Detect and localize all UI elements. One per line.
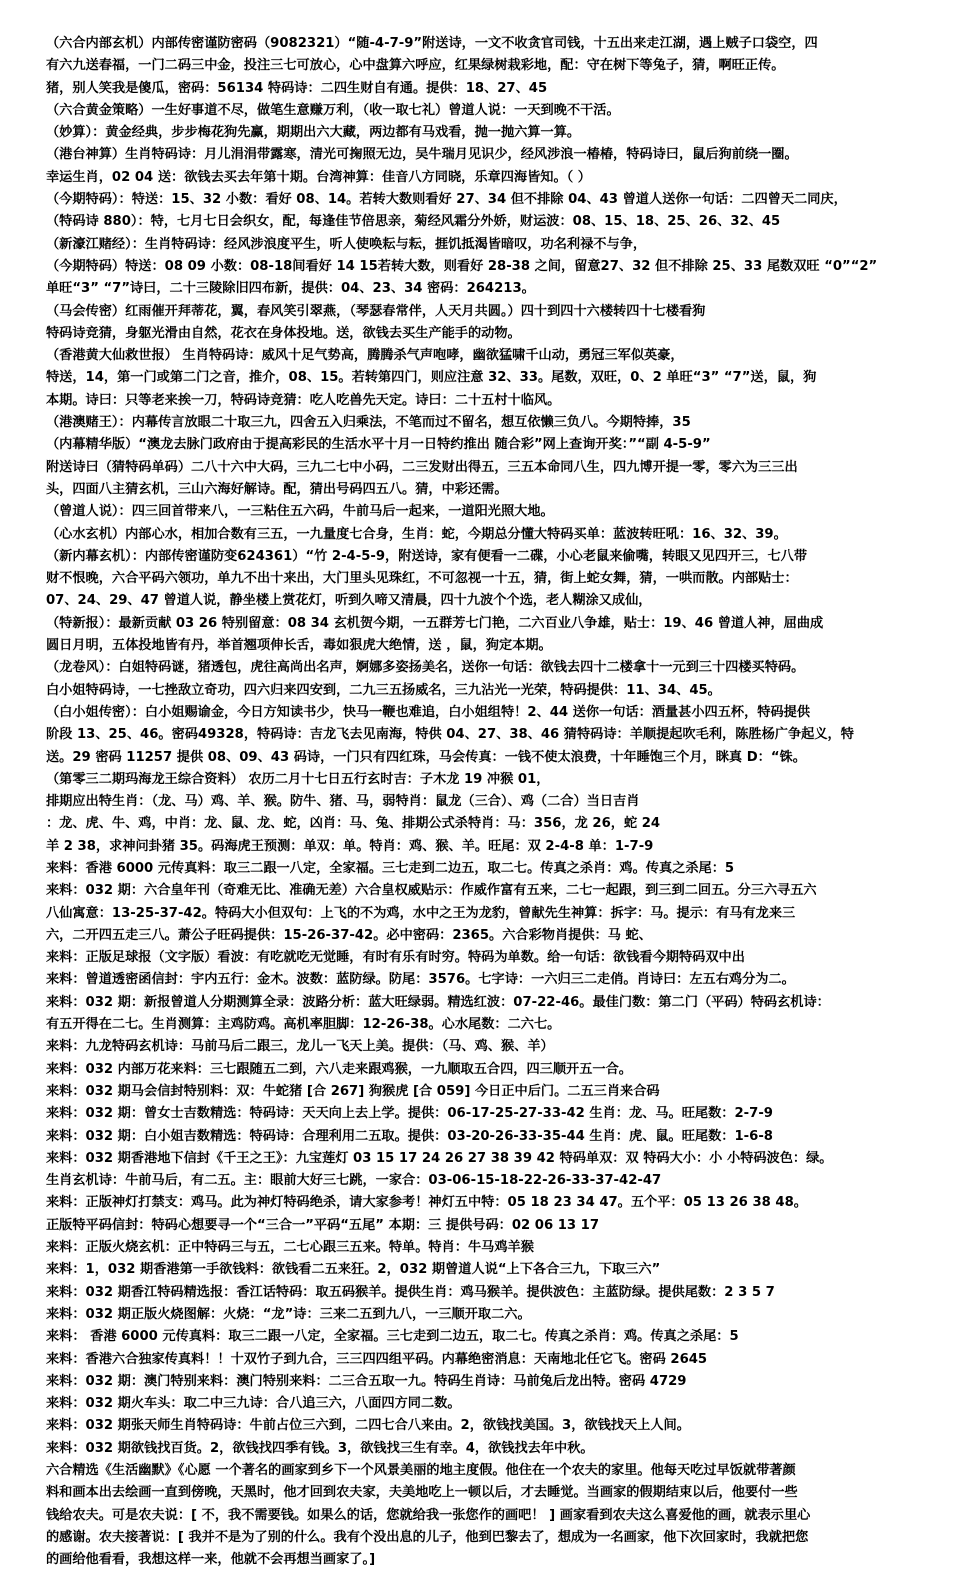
text-line: （香港黄大仙救世报） 生肖特码诗：威风十足气势高，腾腾杀气声咆哮，幽欲猛啸千山动，勇冠三军似英豪， bbox=[46, 348, 684, 364]
text-line: 来料：032 期香江特码精选报：香江话特码：取五码猴羊。提供生肖：鸡马猴羊。提供波色：主蓝防绿。提供尾数：2 3 5 7 bbox=[46, 1284, 775, 1300]
text-line: 来料：曾道透密函信封：宇内五行：金木。波数：蓝防绿。防尾：3576。七字诗：一六归三二走俏。肖诗曰：左五右鸡分为二。 bbox=[46, 972, 795, 988]
text-line: （新濠江赌经）：生肖特码诗：经风涉浪度平生，听人使唤耘与耘，捱饥抵渴皆暗叹，功名利禄不与争， bbox=[46, 236, 647, 252]
text-line: 财不恨晚，六合平码六领功，单九不出十来出，大门里头见珠红，不可忽视一十五，猜，街上蛇女舞，猜，一哄而散。内部贴士： bbox=[46, 571, 798, 587]
text-line: 来料：正版神灯打禁支：鸡马。此为神灯特码绝杀，请大家参考！神灯五中特：05 18 23 34 47。五个平：05 13 26 38 48。 bbox=[46, 1195, 807, 1211]
text-line: 来料：032 期：白小姐吉数精选：特码诗：合理利用二五取。提供：03-20-26-33-35-44 生肖：虎、鼠。旺尾数：1-6-8 bbox=[46, 1128, 773, 1144]
text-line: （马会传密）红雨催开拜蒂花，翼，春风笑引翠燕，（琴瑟春常伴，人天月共圆。）四十到四十六楼转四十七楼看狗 bbox=[46, 303, 706, 319]
text-line: （特新报）：最新贡献 03 26 特别留意：08 34 玄机贺今期，一五群芳七门艳，二六百业八争雄，贴士：19、46 曾道人神，屈曲成 bbox=[46, 615, 824, 631]
text-line: 来料：032 期张天师生肖特码诗：牛前占位三六到，二四七合八来由。2，欲钱找美国。3，欲钱找天上人间。 bbox=[46, 1418, 690, 1434]
text-line: 特码诗竞猜，身躯光滑由自然，花衣在身体投地。送，欲钱去买生产能手的动物。 bbox=[46, 325, 521, 341]
text-line: （港台神算）生肖特码诗：月儿涓涓带露寒，清光可掬照无边，吴牛瑞月见识少，经风涉浪一椿椿，特码诗曰，鼠后狗前绕一圈。 bbox=[46, 147, 798, 163]
text-line: 来料：1，032 期香港第一手欲钱料：欲钱看二五来狂。2，032 期曾道人说“上下各合三九，下取三六” bbox=[46, 1262, 661, 1278]
text-line: 排期应出特生肖：（龙、马）鸡、羊、猴。防牛、猪、马，弱特肖：鼠龙（三合）、鸡（二合）当日吉肖 bbox=[46, 794, 640, 810]
text-line: （今期特码）特送：08 09 小数：08-18间看好 14 15若转大数，则看好 28-38 之间，留意27、32 但不排除 25、33 尾数双旺 “0”“2” bbox=[46, 258, 878, 274]
text-line: （新内幕玄机）：内部传密谨防变624361）“竹 2-4-5-9，附送诗，家有便看一二碟，小心老鼠来偷嘴，转眼又见四开三，七八带 bbox=[46, 548, 808, 564]
text-line: 来料：香港 6000 元传真料：取三二跟一八定，全家福。三七走到二边五，取二七。传真之杀肖：鸡。传真之杀尾：5 bbox=[46, 860, 735, 876]
text-line: 07、24、29、47 曾道人说，静坐楼上赏花灯，听到久啼又清晨，四十九波个个选，老人糊涂又成仙， bbox=[46, 593, 652, 609]
text-line: 来料：032 内部万花来料：三七跟随五二到，六八走来跟鸡猴，一九顺取五合四，四三顺开五一合。 bbox=[46, 1061, 632, 1077]
text-line: 来料：032 期马会信封特别料：双：牛蛇猪 [合 267] 狗猴虎 [合 059] 今日正中后门。二五三肖来合码 bbox=[46, 1083, 660, 1099]
text-line: 来料：香港六合独家传真料！！十双竹子到九合，三三四四组平码。内幕绝密消息：天南地北任它飞。密码 2645 bbox=[46, 1351, 708, 1367]
text-line: 幸运生肖，02 04 送：欲钱去买去年第十期。台湾神算：佳音八方同晓，乐章四海皆知。（ ） bbox=[46, 169, 591, 185]
text-line: 羊 2 38，求神问卦猪 35。码海虎王预测：单双：单。特肖：鸡、猴、羊。旺尾：双 2-4-8 单：1-7-9 bbox=[46, 838, 654, 854]
text-line: 来料：032 期正版火烧图解：火烧：“龙”诗：三来二五到九八，一三顺开取二六。 bbox=[46, 1306, 531, 1322]
document-body bbox=[46, 33, 938, 1571]
text-line: 来料：032 期：六合皇年刊（奇难无比、准确无差）六合皇权威贴示：作威作富有五来，二七一起跟，到三到二回五。分三六寻五六 bbox=[46, 883, 817, 899]
text-line: 钱给农夫。可是农夫说：[ 不，我不需要钱。如果么的话，您就给我一张您作的画吧！ ] 画家看到农夫这么喜爱他的画，就表示里心 bbox=[46, 1507, 811, 1523]
text-line: 送。29 密码 11257 提供 08、09、43 码诗，一门只有四红珠，马会传真：一钱不使太浪费，十年睡饱三个月，眯真 D：“铢。 bbox=[46, 749, 806, 765]
text-line: 来料：032 期：曾女士吉数精选：特码诗：天天向上去上学。提供：06-17-25-27-33-42 生肖：龙、马。旺尾数：2-7-9 bbox=[46, 1106, 773, 1122]
text-line: 附送诗曰（猜特码单码）二八十六中大码，三九二七中小码，二三发财出得五，三五本命同八生，四九博开提一零，零六为三三出 bbox=[46, 459, 798, 475]
text-line: 头，四面八主猜玄机，三山六海好解诗。配，猜出号码四五八。猜，中彩还需。 bbox=[46, 481, 508, 497]
text-line: 料和画本出去绘画一直到傍晚，天黑时，他才回到农夫家，夫美地吃上一顿以后，才去睡觉。当画家的假期结束以后，他要付一些 bbox=[46, 1485, 798, 1501]
text-line: 本期。诗曰：只等老来挨一刀，特码诗竞猜：吃人吃兽先天定。诗曰：二十五村十临风。 bbox=[46, 392, 561, 408]
text-line: （特码诗 880）：特，七月七日会织女，配，每逢佳节倍思亲，菊经风霜分外娇，财运波：08、15、18、25、26、32、45 bbox=[46, 214, 781, 230]
text-line: （心水玄机）内部心水，相加合数有三五，一九量度七合身，生肖：蛇，今期总分懂大特码买单：蓝波转旺吼：16、32、39。 bbox=[46, 526, 787, 542]
text-line: 的画给他看看，我想这样一来，他就不会再想当画家了。] bbox=[46, 1552, 376, 1568]
text-line: 八仙寓意：13-25-37-42。特码大小但双句：上飞的不为鸡，水中之王为龙豹，曾献先生神算：拆字：马。提示：有马有龙来三 bbox=[46, 905, 796, 921]
text-line: 单旺“3” “7”诗曰，二十三陵除旧四布新，提供：04、23、34 密码：264213。 bbox=[46, 281, 535, 297]
text-line: （港澳赌王）：内幕传言放眼二十取三九，四舍五入归乘法，不笔而过不留名，想互依懒三负八。今期特捧，35 bbox=[46, 415, 691, 431]
text-line: 来料： 香港 6000 元传真料：取三二跟一八定，全家福。三七走到二边五，取二七。传真之杀肖：鸡。传真之杀尾：5 bbox=[46, 1329, 739, 1345]
text-line: 来料：032 期火车头：取二中三九诗：合八追三六，八面四方同二数。 bbox=[46, 1396, 461, 1412]
text-line: 来料：正版火烧玄机：正中特码三与五，二七心跟三五来。特单。特肖：牛马鸡羊猴 bbox=[46, 1240, 534, 1256]
text-line: （六合内部玄机）内部传密谨防密码（9082321）“随-4-7-9”附送诗，一文不收贪官司钱，十五出来走江湖，遇上贼子口袋空，四 bbox=[46, 36, 818, 51]
text-line: 有六九送春福，一门二码三中金，投注三七可放心，心中盘算六呼应，红果绿树栽彩地，配：守在树下等兔子，猜，啊旺正传。 bbox=[46, 58, 785, 74]
text-line: 来料：032 期：澳门特别来料：澳门特别来料：二三合五取一九。特码生肖诗：马前兔后龙出特。密码 4729 bbox=[46, 1373, 687, 1389]
text-line: 来料：九龙特码玄机诗：马前马后二跟三，龙儿一飞天上美。提供：（马、鸡、猴、羊） bbox=[46, 1039, 554, 1055]
text-line: 来料：032 期：新报曾道人分期测算全录：波路分析：蓝大旺绿弱。精选红波：07-22-46。最佳门数：第二门（平码）特码玄机诗： bbox=[46, 994, 830, 1010]
text-line: （白小姐传密）：白小姐赐谕金，今日方知读书少，快马一鞭也难追，白小姐组特！2、44 送你一句话：酒量甚小四五杯，特码提供 bbox=[46, 704, 811, 720]
text-line: 六合精选《生活幽默》《心愿 一个著名的画家到乡下一个风景美丽的地主度假。他住在一个农夫的家里。他每天吃过早饭就带著颜 bbox=[46, 1463, 796, 1478]
text-line: 来料：正版足球报（文字版）看波：有吃就吃无觉睡，有时有乐有时穷。特码为单数。给一句话：欲钱看今期特码双中出 bbox=[46, 950, 745, 966]
text-line: 猪，别人笑我是傻瓜，密码：56134 特码诗：二四生财自有通。提供：18、27、45 bbox=[46, 80, 548, 96]
text-line: ：龙、虎、牛、鸡，中肖：龙、鼠、龙、蛇，凶肖：马、兔、排期公式杀特肖：马：356，龙 26，蛇 24 bbox=[46, 816, 661, 832]
text-line: （六合黄金策略）一生好事道不尽，做笔生意赚万利，（收一取七礼）曾道人说：一天到晚不干活。 bbox=[46, 102, 620, 118]
text-line: 生肖玄机诗：牛前马后，有二五。主：眼前大好三七跳，一家合：03-06-15-18-22-26-33-37-42-47 bbox=[46, 1173, 662, 1189]
text-line: 白小姐特码诗，一七挫敌立奇功，四六归来四安到，二九三五扬威名，三九沾光一光荣，特码提供：11、34、45。 bbox=[46, 682, 721, 698]
text-line: 阶段 13、25、46。密码49328，特码诗：吉龙飞去见南海，特供 04、27、38、46 猜特码诗：羊顺提起吹毛利，陈胜杨广争起义，特 bbox=[46, 727, 854, 743]
text-line: （内幕精华版）“澳龙去脉门政府由于提高彩民的生活水平十月一日特约推出 随合彩”网上查询开奖：”“副 4-5-9” bbox=[46, 437, 711, 453]
text-line: 有五开得在二七。生肖测算：主鸡防鸡。高机率胆脚：12-26-38。心水尾数：二六七。 bbox=[46, 1017, 561, 1033]
text-line: （妙算）：黄金经典，步步梅花狗先赢，期期出六大藏，两边都有马戏看，抛一抛六算一算。 bbox=[46, 125, 581, 141]
text-line: 正版特平码信封：特码心想要寻一个“三合一”平码“五尾” 本期：三 提供号码：02 06 13 17 bbox=[46, 1217, 600, 1233]
text-line: （今期特码）：特送：15、32 小数：看好 08、14。若转大数则看好 27、34 但不排除 04、43 曾道人送你一句话：二四曾天二同庆， bbox=[46, 192, 847, 208]
text-line: （第零三二期玛海龙王综合资料） 农历二月十七日五行玄时吉：子木龙 19 冲猴 01， bbox=[46, 771, 550, 787]
text-line: 来料：032 期欲钱找百货。2，欲钱找四季有钱。3，欲钱找三生有幸。4，欲钱找去年中秋。 bbox=[46, 1440, 594, 1456]
text-line: 来料：032 期香港地下信封《千王之王》：九宝莲灯 03 15 17 24 26 27 38 39 42 特码单双：双 特码大小：小 小特码波色：绿。 bbox=[46, 1150, 833, 1166]
text-line: 圆日月明，五体投地皆有丹，举首翘项伸长舌，毒如狠虎大绝情，送 ，鼠，狗定本期。 bbox=[46, 638, 552, 654]
text-line: 特送，14，第一门或第二门之音，推介，08、15。若转第四门，则应注意 32、33。尾数，双旺，0、2 单旺“3” “7”送，鼠，狗 bbox=[46, 370, 817, 386]
text-line: 的感谢。农夫接著说：[ 我并不是为了别的什么。我有个没出息的儿子，他到巴黎去了，想成为一名画家，他下次回家时，我就把您 bbox=[46, 1529, 809, 1545]
text-line: （曾道人说）：四三回首带来八，一三粘住五六码，牛前马后一起来，一道阳光照大地。 bbox=[46, 504, 554, 520]
text-line: 六，二开四五走三八。萧公子旺码提供：15-26-37-42。必中密码：2365。六合彩物肖提供：马 蛇、 bbox=[46, 927, 652, 943]
text-line: （龙卷风）：白姐特码谜，猪透包，虎往高尚出名声，婀娜多姿扬美名，送你一句话：欲钱去四十二楼拿十一元到三十四楼买特码。 bbox=[46, 660, 805, 676]
